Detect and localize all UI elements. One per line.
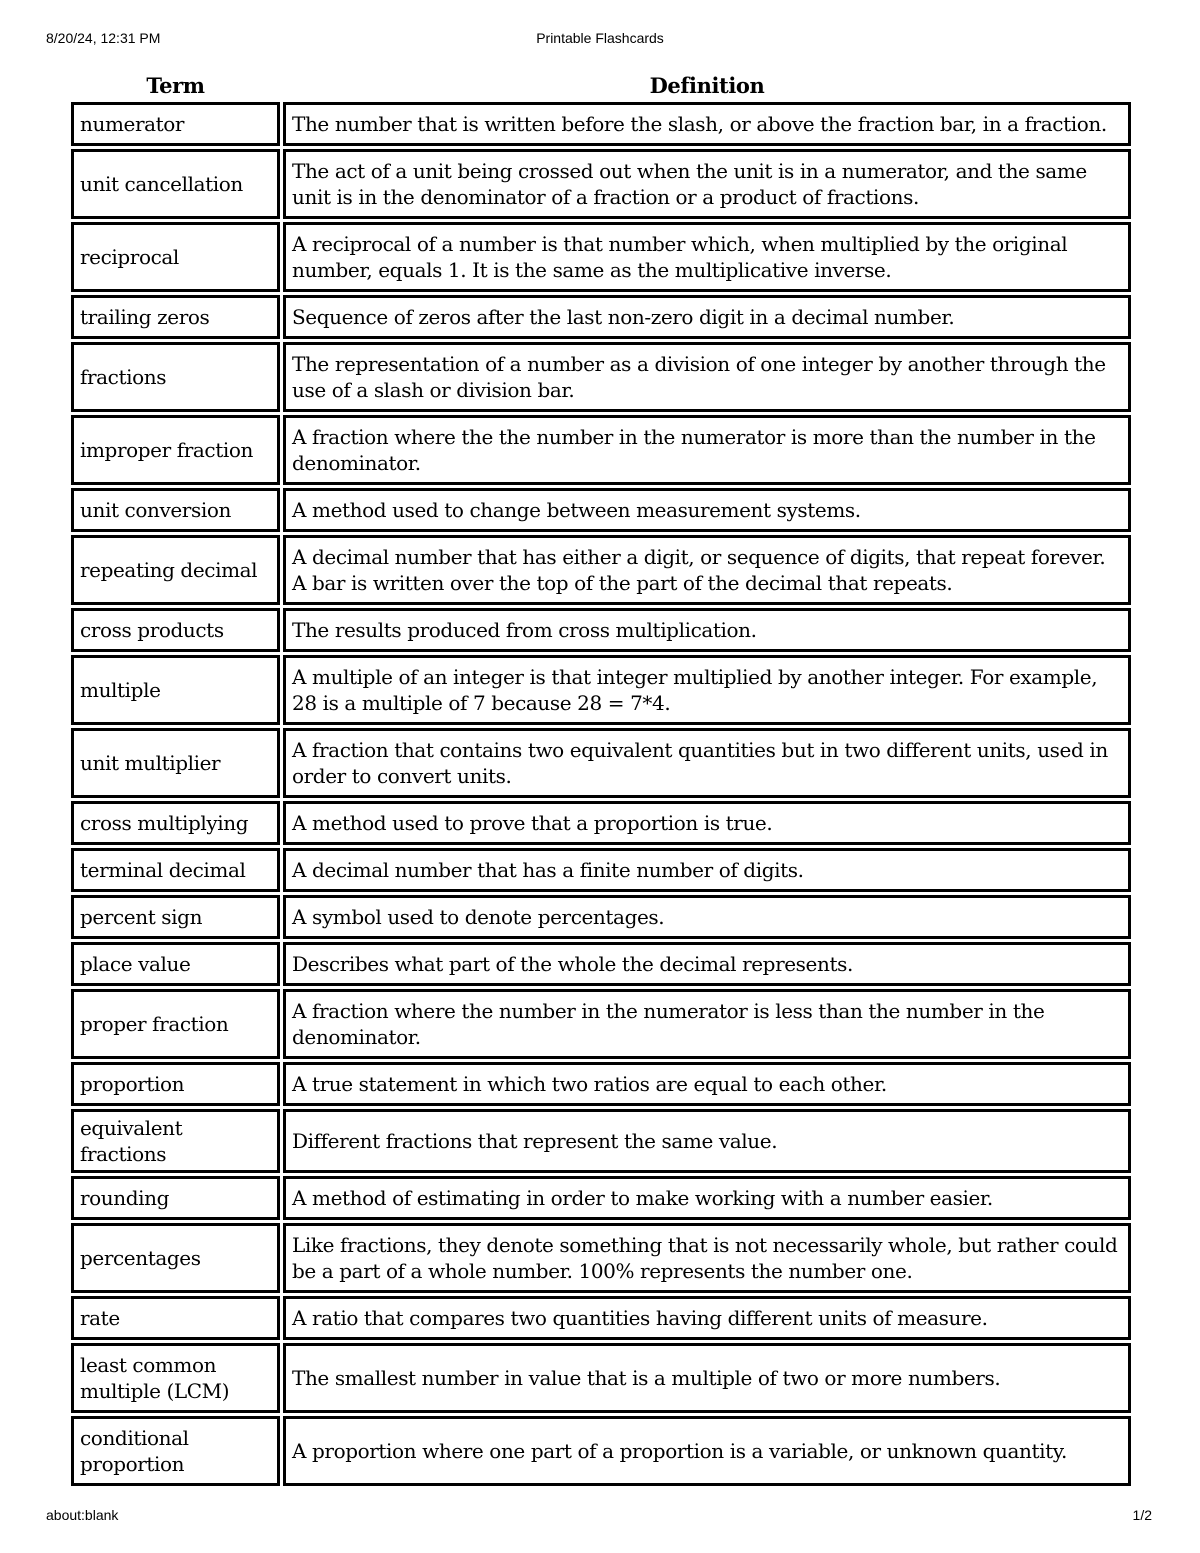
table-row bbox=[71, 942, 1131, 986]
table-row bbox=[71, 149, 1131, 219]
term-cell: reciprocal bbox=[71, 222, 280, 292]
definition-cell: Like fractions, they denote something that is not necessarily whole, but rather could be a part of a whole number. 100% represents the number one. bbox=[283, 1223, 1131, 1293]
print-url: about:blank bbox=[46, 1507, 119, 1523]
table-header-row bbox=[71, 73, 1131, 99]
term-cell: improper fraction bbox=[71, 415, 280, 485]
term-cell: place value bbox=[71, 942, 280, 986]
term-cell: cross multiplying bbox=[71, 801, 280, 845]
table-row bbox=[71, 295, 1131, 339]
table-row bbox=[71, 342, 1131, 412]
definition-cell: A fraction where the the number in the numerator is more than the number in the denominator. bbox=[283, 415, 1131, 485]
table-row bbox=[71, 222, 1131, 292]
table-row bbox=[71, 1109, 1131, 1173]
definition-cell: A true statement in which two ratios are equal to each other. bbox=[283, 1062, 1131, 1106]
print-title: Printable Flashcards bbox=[536, 30, 664, 46]
definition-cell: The results produced from cross multiplication. bbox=[283, 608, 1131, 652]
term-cell: fractions bbox=[71, 342, 280, 412]
table-row bbox=[71, 608, 1131, 652]
term-cell: proper fraction bbox=[71, 989, 280, 1059]
definition-cell: A multiple of an integer is that integer multiplied by another integer. For example, 28 is a multiple of 7 because 28 = 7*4. bbox=[283, 655, 1131, 725]
term-cell: unit multiplier bbox=[71, 728, 280, 798]
table-row bbox=[71, 1416, 1131, 1486]
definition-cell: The number that is written before the slash, or above the fraction bar, in a fraction. bbox=[283, 102, 1131, 146]
definition-column-header: Definition bbox=[649, 73, 765, 98]
definition-cell: A decimal number that has a finite number of digits. bbox=[283, 848, 1131, 892]
definition-cell: A method used to change between measurement systems. bbox=[283, 488, 1131, 532]
table-row bbox=[71, 535, 1131, 605]
term-cell: terminal decimal bbox=[71, 848, 280, 892]
term-cell: multiple bbox=[71, 655, 280, 725]
term-cell: unit cancellation bbox=[71, 149, 280, 219]
definition-cell: A method of estimating in order to make working with a number easier. bbox=[283, 1176, 1131, 1220]
table-row bbox=[71, 1296, 1131, 1340]
definition-cell: Different fractions that represent the same value. bbox=[283, 1109, 1131, 1173]
definition-cell: The act of a unit being crossed out when the unit is in a numerator, and the same unit is in the denominator of a fraction or a product of fractions. bbox=[283, 149, 1131, 219]
definition-cell: A ratio that compares two quantities having different units of measure. bbox=[283, 1296, 1131, 1340]
term-column-header: Term bbox=[146, 73, 205, 98]
term-cell: percentages bbox=[71, 1223, 280, 1293]
term-cell: percent sign bbox=[71, 895, 280, 939]
table-row bbox=[71, 1176, 1131, 1220]
term-cell: equivalent fractions bbox=[71, 1109, 280, 1173]
term-cell: repeating decimal bbox=[71, 535, 280, 605]
term-cell: cross products bbox=[71, 608, 280, 652]
term-cell: conditional proportion bbox=[71, 1416, 280, 1486]
definition-cell: A reciprocal of a number is that number which, when multiplied by the original number, equals 1. It is the same as the multiplicative inverse. bbox=[283, 222, 1131, 292]
definition-cell: The smallest number in value that is a multiple of two or more numbers. bbox=[283, 1343, 1131, 1413]
page-number: 1/2 bbox=[1132, 1507, 1152, 1523]
print-date: 8/20/24, 12:31 PM bbox=[46, 30, 161, 46]
table-row bbox=[71, 801, 1131, 845]
term-cell: numerator bbox=[71, 102, 280, 146]
table-row bbox=[71, 989, 1131, 1059]
term-cell: rate bbox=[71, 1296, 280, 1340]
definition-cell: The representation of a number as a division of one integer by another through the use of a slash or division bar. bbox=[283, 342, 1131, 412]
print-footer bbox=[0, 1507, 1200, 1527]
table-row bbox=[71, 848, 1131, 892]
definition-cell: A symbol used to denote percentages. bbox=[283, 895, 1131, 939]
term-cell: rounding bbox=[71, 1176, 280, 1220]
term-cell: unit conversion bbox=[71, 488, 280, 532]
print-header bbox=[0, 30, 1200, 50]
term-cell: least common multiple (LCM) bbox=[71, 1343, 280, 1413]
table-row bbox=[71, 728, 1131, 798]
flashcard-table bbox=[68, 70, 1134, 1489]
table-row bbox=[71, 415, 1131, 485]
table-row bbox=[71, 102, 1131, 146]
table-row bbox=[71, 1062, 1131, 1106]
definition-cell: A decimal number that has either a digit, or sequence of digits, that repeat forever. A bar is written over the top of the part of the decimal that repeats. bbox=[283, 535, 1131, 605]
definition-cell: A proportion where one part of a proportion is a variable, or unknown quantity. bbox=[283, 1416, 1131, 1486]
term-cell: trailing zeros bbox=[71, 295, 280, 339]
table-row bbox=[71, 1223, 1131, 1293]
table-row bbox=[71, 895, 1131, 939]
definition-cell: A fraction that contains two equivalent quantities but in two different units, used in order to convert units. bbox=[283, 728, 1131, 798]
table-row bbox=[71, 655, 1131, 725]
definition-cell: Sequence of zeros after the last non-zero digit in a decimal number. bbox=[283, 295, 1131, 339]
table-row bbox=[71, 1343, 1131, 1413]
definition-cell: Describes what part of the whole the decimal represents. bbox=[283, 942, 1131, 986]
table-row bbox=[71, 488, 1131, 532]
flashcard-rows bbox=[71, 102, 1131, 1486]
term-cell: proportion bbox=[71, 1062, 280, 1106]
definition-cell: A method used to prove that a proportion is true. bbox=[283, 801, 1131, 845]
definition-cell: A fraction where the number in the numerator is less than the number in the denominator. bbox=[283, 989, 1131, 1059]
